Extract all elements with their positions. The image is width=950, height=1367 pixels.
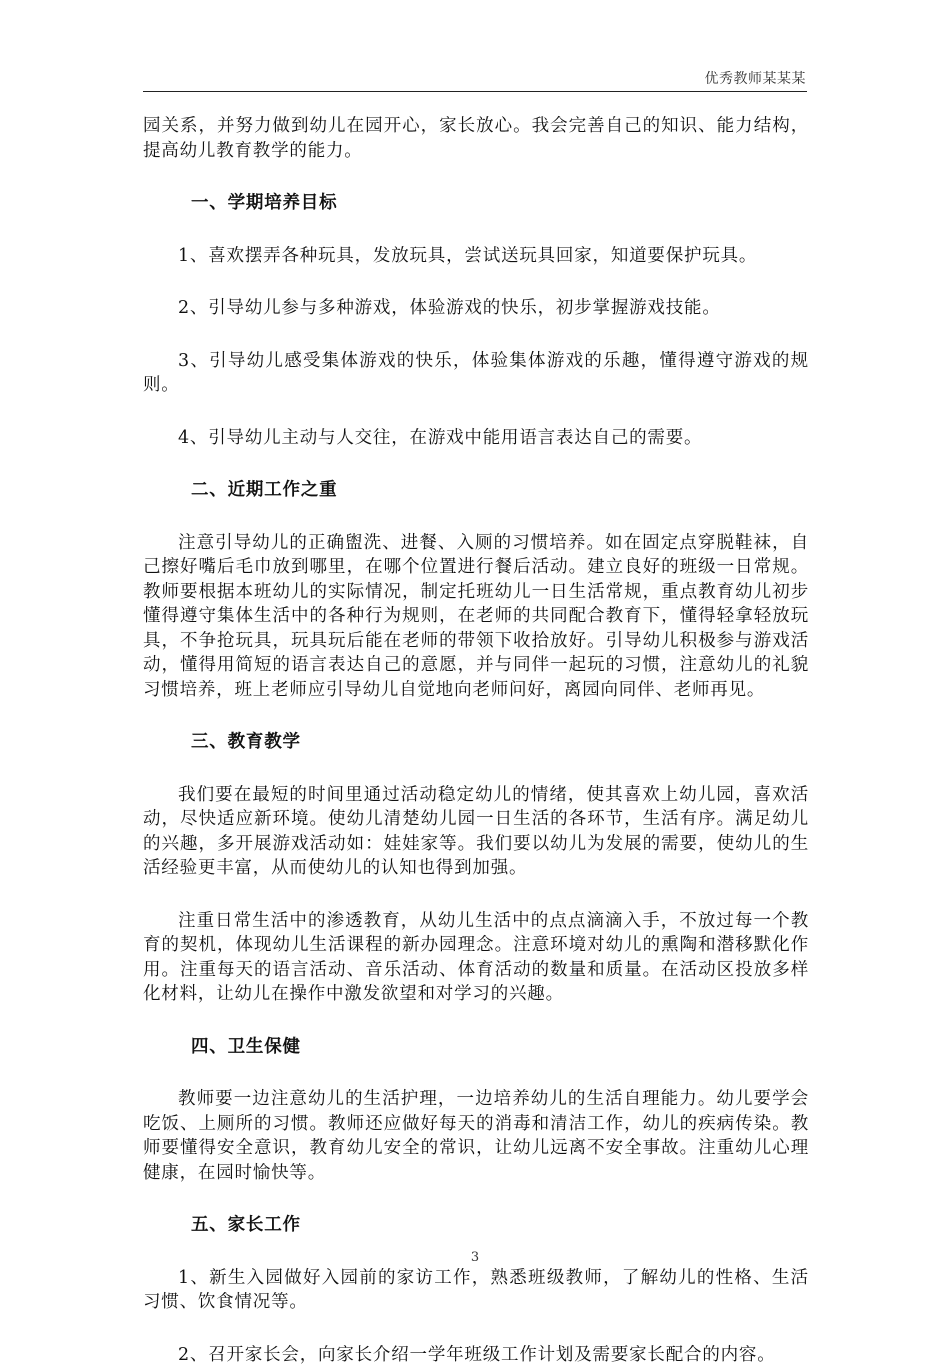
goal-item: 1、喜欢摆弄各种玩具，发放玩具，尝试送玩具回家，知道要保护玩具。 — [143, 244, 809, 269]
section-heading-goals: 一、学期培养目标 — [143, 191, 809, 216]
parent-work-item: 2、召开家长会，向家长介绍一学年班级工作计划及需要家长配合的内容。 — [143, 1343, 809, 1367]
document-body — [143, 114, 809, 1367]
health-paragraph: 教师要一边注意幼儿的生活护理，一边培养幼儿的生活自理能力。幼儿要学会吃饭、上厕所的习惯。教师还应做好每天的消毒和清洁工作，幼儿的疾病传染。教师要懂得安全意识，教育幼儿安全的常识，让幼儿远离不安全事故。注重幼儿心理健康，在园时愉快等。 — [143, 1087, 809, 1185]
teaching-paragraph: 我们要在最短的时间里通过活动稳定幼儿的情绪，使其喜欢上幼儿园，喜欢活动，尽快适应新环境。使幼儿清楚幼儿园一日生活的各环节，生活有序。满足幼儿的兴趣，多开展游戏活动如：娃娃家等。我们要以幼儿为发展的需要，使幼儿的生活经验更丰富，从而使幼儿的认知也得到加强。 — [143, 783, 809, 881]
section-heading-recent-focus: 二、近期工作之重 — [143, 478, 809, 503]
recent-focus-paragraph: 注意引导幼儿的正确盥洗、进餐、入厕的习惯培养。如在固定点穿脱鞋袜，自己擦好嘴后毛巾放到哪里，在哪个位置进行餐后活动。建立良好的班级一日常规。教师要根据本班幼儿的实际情况，制定托班幼儿一日生活常规，重点教育幼儿初步懂得遵守集体生活中的各种行为规则，在老师的共同配合教育下，懂得轻拿轻放玩具，不争抢玩具，玩具玩后能在老师的带领下收拾放好。引导幼儿积极参与游戏活动，懂得用简短的语言表达自己的意愿，并与同伴一起玩的习惯，注意幼儿的礼貌习惯培养，班上老师应引导幼儿自觉地向老师问好，离园向同伴、老师再见。 — [143, 531, 809, 703]
header-divider — [143, 91, 807, 92]
teaching-paragraph: 注重日常生活中的渗透教育，从幼儿生活中的点点滴滴入手，不放过每一个教育的契机，体现幼儿生活课程的新办园理念。注意环境对幼儿的熏陶和潜移默化作用。注重每天的语言活动、音乐活动、体育活动的数量和质量。在活动区投放多样化材料，让幼儿在操作中激发欲望和对学习的兴趣。 — [143, 909, 809, 1007]
goal-item: 2、引导幼儿参与多种游戏，体验游戏的快乐，初步掌握游戏技能。 — [143, 296, 809, 321]
goal-item: 3、引导幼儿感受集体游戏的快乐，体验集体游戏的乐趣，懂得遵守游戏的规则。 — [143, 349, 809, 398]
section-heading-parents: 五、家长工作 — [143, 1213, 809, 1238]
intro-paragraph: 园关系，并努力做到幼儿在园开心，家长放心。我会完善自己的知识、能力结构，提高幼儿教育教学的能力。 — [143, 114, 809, 163]
header-author: 优秀教师某某某 — [705, 68, 807, 88]
section-heading-health: 四、卫生保健 — [143, 1035, 809, 1060]
parent-work-item: 1、新生入园做好入园前的家访工作，熟悉班级教师，了解幼儿的性格、生活习惯、饮食情况等。 — [143, 1266, 809, 1315]
page-number: 3 — [0, 1250, 950, 1265]
section-heading-teaching: 三、教育教学 — [143, 730, 809, 755]
goal-item: 4、引导幼儿主动与人交往，在游戏中能用语言表达自己的需要。 — [143, 426, 809, 451]
